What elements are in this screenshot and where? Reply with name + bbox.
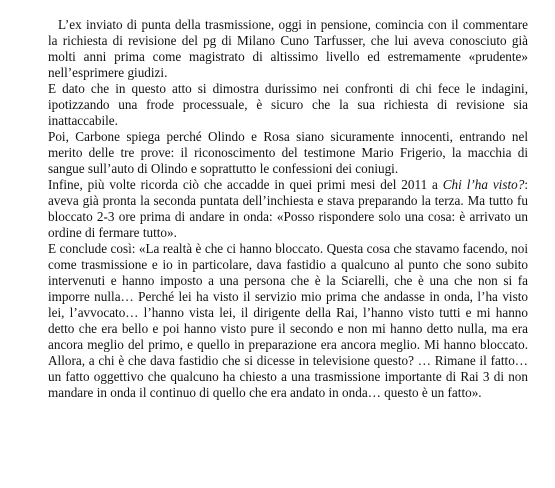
document-body — [48, 17, 528, 401]
program-title: Chi l’ha visto? — [442, 177, 525, 192]
paragraph-intro: L’ex inviato di punta della trasmissione, oggi in pensione, comincia con il commentare la richiesta di revisione del pg di Milano Cuno Tarfusser, che lui aveva conosciuto già molti anni prima come magistrato di altissimo livello ed estremamente «prudente» nell’esprimere giudizi. — [48, 17, 528, 80]
paragraph-chi-lha-visto-after: : aveva già pronta la seconda puntata dell’inchiesta e stava preparando la terza. Ma tutto fu bloccato 2-3 ore prima di andare in onda: «Posso rispondere solo una cosa: è arrivato un ordine di fermare tutto». — [48, 177, 528, 240]
paragraph-chi-lha-visto — [48, 177, 528, 241]
paragraph-evidence: Poi, Carbone spiega perché Olindo e Rosa siano sicuramente innocenti, entrando nel merito delle tre prove: il riconoscimento del testimone Mario Frigerio, la macchia di sangue sull’auto di Olindo e soprattutto le confessioni dei coniugi. — [48, 129, 528, 176]
paragraph-conclusion-quote: E conclude così: «La realtà è che ci hanno bloccato. Questa cosa che stavamo facendo, noi come trasmissione e io in particolare, dava fastidio a qualcuno al punto che sono subito intervenuti e hanno imposto a una persona che è la Sciarelli, che è una che non si fa imporre nulla… Perché lei ha visto il servizio mio prima che andasse in onda, l’ha visto lei, l’avvocato… l’hanno vista lei, il dirigente della Rai, l’hanno visto tutti e mi hanno detto che era bello e poi hanno visto pure il secondo e non mi hanno detto nulla, ma era ancora meglio del primo, e quello in preparazione era ancora meglio. Mi hanno bloccato. Allora, a chi è che dava fastidio che si dicesse in televisione questo? … Rimane il fatto… un fatto oggettivo che qualcuno ha chiesto a una trasmissione importante di Rai 3 di non mandare in onda il continuo di quello che era andato in onda… questo è un fatto». — [48, 241, 528, 400]
paragraph-revision: E dato che in questo atto si dimostra durissimo nei confronti di chi fece le indagini, ipotizzando una frode processuale, è sicuro che la sua richiesta di revisione sia inattaccabile. — [48, 81, 528, 128]
paragraph-chi-lha-visto-before: Infine, più volte ricorda ciò che accadde in quei primi mesi del 2011 a — [48, 177, 443, 192]
